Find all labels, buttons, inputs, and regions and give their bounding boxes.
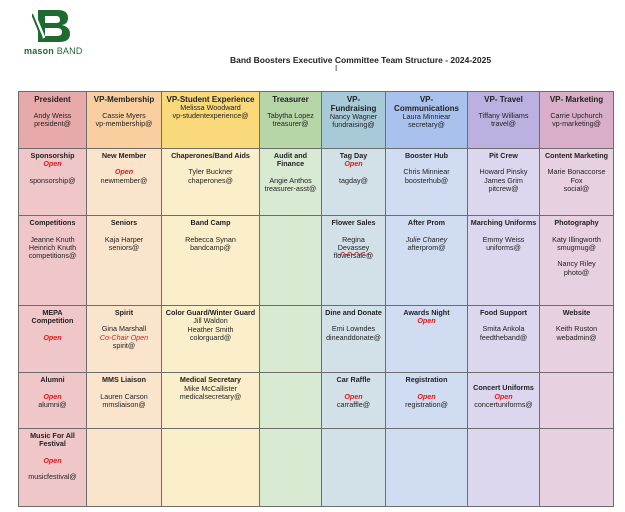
mason-band-logo: [24, 8, 84, 60]
empty-cell: [322, 428, 386, 506]
empty-cell: [260, 428, 322, 506]
empty-cell: [87, 428, 162, 506]
title-mark: I: [335, 64, 338, 73]
committee-cell-mepa-competition: MEPA Competition Open: [19, 306, 87, 373]
empty-cell: [540, 428, 614, 506]
table-row: [19, 216, 614, 306]
empty-cell: [386, 428, 468, 506]
committee-cell-chaperones: Chaperones/Band Aids Tyler Buckner chaperones@: [162, 149, 260, 216]
committee-cell-music-for-all-festival: Music For All Festival Open musicfestival@: [19, 428, 87, 506]
empty-cell: [162, 428, 260, 506]
committee-cell-new-member: New Member Open newmember@: [87, 149, 162, 216]
committee-cell-sponsorship: Sponsorship Open sponsorship@: [19, 149, 87, 216]
committee-cell-concert-uniforms: Concert Uniforms Open concertuniforms@: [468, 373, 540, 429]
committee-cell-dine-and-donate: Dine and Donate Emi Lowndes dineanddonate@: [322, 306, 386, 373]
committee-cell-color-guard: Color Guard/Winter Guard Jill Waldon Heather Smith colorguard@: [162, 306, 260, 373]
committee-cell-content-marketing: Content Marketing Marie Bonaccorse Fox social@: [540, 149, 614, 216]
committee-cell-spirit: Spirit Gina Marshall Co-Chair Open spirit@: [87, 306, 162, 373]
committee-cell-booster-hub: Booster Hub Chris Minniear boosterhub@: [386, 149, 468, 216]
column-header-vp-fundraising: VP-Fundraising Nancy Wagner fundraising@: [322, 92, 386, 149]
empty-cell: [468, 428, 540, 506]
empty-cell: [260, 306, 322, 373]
committee-cell-competitions: Competitions Jeanne Knuth Heinrich Knuth competitions@: [19, 216, 87, 306]
column-header-vp-travel: VP- Travel Tiffany Williams travel@: [468, 92, 540, 149]
column-header-vp-communications: VP-Communications Laura Minniear secretary@: [386, 92, 468, 149]
column-header-vp-membership: VP-Membership Cassie Myers vp-membership@: [87, 92, 162, 149]
committee-cell-after-prom: After Prom Julie Chaney afterprom@: [386, 216, 468, 306]
column-header-treasurer: Treasurer Tabytha Lopez treasurer@: [260, 92, 322, 149]
committee-cell-marching-uniforms: Marching Uniforms Emmy Weiss uniforms@: [468, 216, 540, 306]
committee-cell-photography: Photography Katy Illingworth smugmug@ Nancy Riley photo@: [540, 216, 614, 306]
empty-cell: [540, 373, 614, 429]
committee-cell-tag-day: Tag Day Open tagday@: [322, 149, 386, 216]
committee-cell-food-support: Food Support Smita Ankola feedtheband@: [468, 306, 540, 373]
table-row: [19, 373, 614, 429]
empty-cell: [260, 216, 322, 306]
logo-brand-bold: mason: [24, 46, 55, 56]
committee-cell-website: Website Keith Ruston webadmin@: [540, 306, 614, 373]
committee-cell-band-camp: Band Camp Rebecca Synan bandcamp@: [162, 216, 260, 306]
header-row: [19, 92, 614, 149]
committee-cell-audit-finance: Audit and Finance Angie Anthos treasurer-asst@: [260, 149, 322, 216]
committee-cell-medical-secretary: Medical Secretary Mike McCallister medicalsecretary@: [162, 373, 260, 429]
committee-cell-alumni: Alumni Open alumni@: [19, 373, 87, 429]
committee-cell-registration: Registration Open registration@: [386, 373, 468, 429]
column-header-vp-student-experience: VP-Student Experience Melissa Woodward vp-studentexperience@: [162, 92, 260, 149]
org-chart-table: [18, 91, 614, 507]
committee-cell-flower-sales: Flower Sales Regina Devassey flowersale@: [322, 216, 386, 306]
committee-cell-seniors: Seniors Kaja Harper seniors@: [87, 216, 162, 306]
committee-cell-pit-crew: Pit Crew Howard Pinsky James Grim pitcrew@: [468, 149, 540, 216]
committee-cell-awards-night: Awards Night Open: [386, 306, 468, 373]
committee-cell-mms-liaison: MMS Liaison Lauren Carson mmsliaison@: [87, 373, 162, 429]
column-header-vp-marketing: VP- Marketing Carrie Upchurch vp-marketing@: [540, 92, 614, 149]
committee-cell-car-raffle: Car Raffle Open carraffle@: [322, 373, 386, 429]
band-b-logo-icon: [32, 8, 72, 44]
table-row: [19, 149, 614, 216]
table-row: [19, 306, 614, 373]
logo-brand-rest: BAND: [54, 46, 83, 56]
column-header-president: President Andy Weiss president@: [19, 92, 87, 149]
table-row: [19, 428, 614, 506]
empty-cell: [260, 373, 322, 429]
document-title: Band Boosters Executive Committee Team Structure - 2024-2025: [230, 55, 492, 65]
